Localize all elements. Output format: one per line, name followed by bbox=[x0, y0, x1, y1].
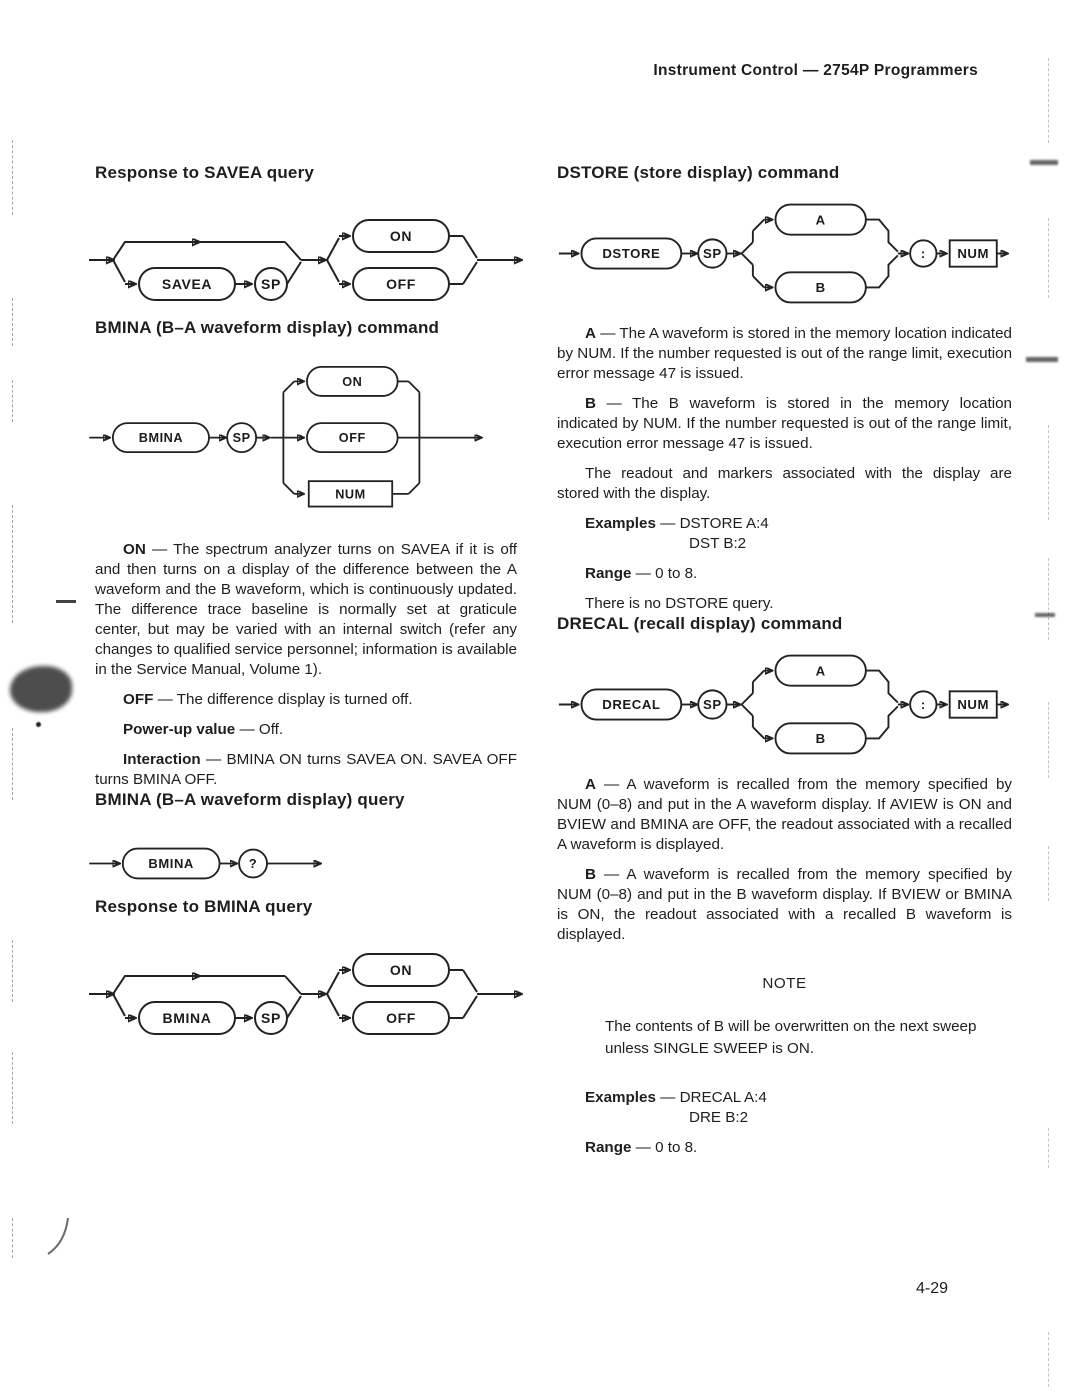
para-text: — Off. bbox=[239, 721, 284, 738]
scan-artifact bbox=[1030, 160, 1058, 165]
para-lead: B bbox=[585, 395, 596, 412]
scan-artifact bbox=[1048, 558, 1049, 640]
paragraph-on bbox=[95, 540, 517, 680]
heading-bmina-command: BMINA (B–A waveform display) command bbox=[95, 318, 440, 337]
node-label-drecal: DRECAL bbox=[602, 697, 661, 713]
para-lead: Range bbox=[585, 565, 632, 582]
heading-drecal-command: DRECAL (recall display) command bbox=[557, 614, 843, 633]
scan-artifact bbox=[36, 722, 41, 727]
scan-artifact bbox=[12, 940, 13, 1002]
para-text: — 0 to 8. bbox=[635, 565, 698, 582]
note-heading: NOTE bbox=[762, 975, 807, 992]
para-text: — The B waveform is stored in the memory location indicated by NUM. If the number requested is out of the range limit, execution error message 47 is issued. bbox=[557, 395, 1012, 452]
node-label-sp: SP bbox=[703, 246, 722, 262]
heading-savea-response: Response to SAVEA query bbox=[95, 163, 315, 182]
paragraph-dstore-b bbox=[557, 394, 1012, 454]
para-lead: OFF bbox=[123, 691, 154, 708]
railroad-diagram-savea-response bbox=[87, 208, 527, 318]
para-text: — The spectrum analyzer turns on SAVEA if it is off and then turns on a display of the difference between the A waveform and the B waveform, which is continuously updated. The difference trace baseline is normally set at graticule center, but may be varied with an internal switch (refer any changes to qualified service personnel; information is available in the Service Manual, Volume 1). bbox=[95, 541, 517, 678]
para-text: — BMINA ON turns SAVEA ON. SAVEA OFF turns BMINA OFF. bbox=[95, 751, 517, 788]
example-line-1: — DSTORE A:4 bbox=[660, 515, 769, 532]
para-lead: Power-up value bbox=[123, 721, 236, 738]
scan-artifact bbox=[12, 1052, 13, 1124]
scan-artifact bbox=[12, 140, 13, 215]
document-header: Instrument Control — 2754P Programmers bbox=[653, 62, 978, 79]
paragraph-drecal-b bbox=[557, 865, 1012, 945]
example-line-1: — DRECAL A:4 bbox=[660, 1089, 767, 1106]
node-label-a: A bbox=[815, 663, 826, 679]
para-text: — A waveform is recalled from the memory specified by NUM (0–8) and put in the B waveform display. If BVIEW or BMINA is ON, the readout associated with a recalled B waveform is displayed. bbox=[557, 866, 1012, 943]
para-lead: A bbox=[585, 325, 596, 342]
node-label-sp: SP bbox=[703, 697, 722, 713]
scan-artifact bbox=[12, 1218, 13, 1258]
node-label-off: OFF bbox=[338, 431, 366, 446]
scan-artifact bbox=[56, 600, 76, 603]
node-label-a: A bbox=[815, 212, 826, 228]
paragraph-drecal-range bbox=[557, 1138, 1012, 1158]
railroad-diagram-bmina-command bbox=[87, 356, 487, 512]
para-text: — A waveform is recalled from the memory specified by NUM (0–8) and put in the A waveform display. If AVIEW is ON and BVIEW and BMINA are OFF, the readout associated with a recalled A waveform is displayed. bbox=[557, 776, 1012, 853]
heading-dstore-command: DSTORE (store display) command bbox=[557, 163, 840, 182]
node-label-bmina: BMINA bbox=[162, 1010, 212, 1026]
paragraph-dstore-examples bbox=[557, 514, 1012, 554]
railroad-diagram-bmina-query bbox=[87, 830, 367, 897]
scan-artifact bbox=[12, 298, 13, 346]
page-number: 4-29 bbox=[916, 1280, 949, 1297]
scan-artifact bbox=[1035, 613, 1055, 617]
node-label-question: ? bbox=[248, 856, 258, 872]
para-lead: Interaction bbox=[123, 751, 201, 768]
scan-artifact bbox=[1048, 218, 1049, 298]
scan-artifact bbox=[12, 380, 13, 422]
railroad-diagram-bmina-response bbox=[87, 942, 527, 1052]
scan-artifact bbox=[1048, 58, 1049, 143]
node-label-b: B bbox=[815, 280, 826, 296]
ink-stamp-artifact bbox=[10, 666, 72, 712]
node-label-sp: SP bbox=[261, 276, 281, 292]
right-column bbox=[557, 163, 1012, 1158]
node-label-bmina: BMINA bbox=[148, 856, 194, 872]
scan-artifact bbox=[1048, 702, 1049, 778]
railroad-diagram-dstore bbox=[557, 195, 1009, 312]
paragraph-dstore-noquery: There is no DSTORE query. bbox=[585, 595, 774, 612]
node-label-off: OFF bbox=[386, 276, 416, 292]
paragraph-dstore-readout: The readout and markers associated with the display are stored with the display. bbox=[557, 465, 1012, 502]
node-label-num: NUM bbox=[957, 246, 990, 262]
example-line-2: DST B:2 bbox=[689, 535, 747, 552]
node-label-bmina: BMINA bbox=[138, 431, 184, 446]
heading-bmina-query: BMINA (B–A waveform display) query bbox=[95, 790, 405, 809]
paragraph-powerup bbox=[95, 720, 517, 740]
paragraph-dstore-a bbox=[557, 324, 1012, 384]
note-text: The contents of B will be overwritten on the next sweep unless SINGLE SWEEP is ON. bbox=[605, 1018, 977, 1057]
node-label-on: ON bbox=[342, 374, 363, 389]
node-label-savea: SAVEA bbox=[161, 276, 213, 292]
node-label-on: ON bbox=[389, 228, 413, 244]
scan-artifact bbox=[1048, 425, 1049, 520]
heading-bmina-response: Response to BMINA query bbox=[95, 897, 313, 916]
paragraph-drecal-examples bbox=[557, 1088, 1012, 1128]
node-label-sp: SP bbox=[261, 1010, 281, 1026]
para-text: — 0 to 8. bbox=[635, 1139, 698, 1156]
para-text: — The difference display is turned off. bbox=[157, 691, 413, 708]
scan-artifact bbox=[1048, 1128, 1049, 1168]
para-lead: A bbox=[585, 776, 596, 793]
node-label-on: ON bbox=[389, 962, 413, 978]
scan-artifact bbox=[12, 505, 13, 623]
node-label-num: NUM bbox=[335, 487, 366, 502]
scan-artifact bbox=[1048, 846, 1049, 901]
scan-artifact bbox=[1026, 357, 1058, 362]
para-text: — The A waveform is stored in the memory location indicated by NUM. If the number requested is out of the range limit, execution error message 47 is issued. bbox=[557, 325, 1013, 382]
railroad-diagram-drecal bbox=[557, 646, 1009, 763]
node-label-off: OFF bbox=[386, 1010, 416, 1026]
node-label-colon: : bbox=[920, 697, 926, 713]
para-lead: Examples bbox=[585, 1089, 656, 1106]
paragraph-drecal-a bbox=[557, 775, 1012, 855]
para-lead: Range bbox=[585, 1139, 632, 1156]
node-label-b: B bbox=[815, 731, 826, 747]
node-label-dstore: DSTORE bbox=[602, 246, 661, 262]
example-line-2: DRE B:2 bbox=[689, 1109, 749, 1126]
scan-artifact bbox=[46, 1216, 72, 1258]
scan-artifact bbox=[12, 728, 13, 800]
scan-artifact bbox=[1048, 1332, 1049, 1387]
left-column bbox=[95, 163, 517, 1052]
paragraph-interaction bbox=[95, 750, 517, 790]
node-label-sp: SP bbox=[232, 431, 251, 446]
para-lead: ON bbox=[123, 541, 146, 558]
para-lead: Examples bbox=[585, 515, 656, 532]
para-lead: B bbox=[585, 866, 596, 883]
paragraph-off bbox=[95, 690, 517, 710]
node-label-num: NUM bbox=[957, 697, 990, 713]
paragraph-dstore-range bbox=[557, 564, 1012, 584]
node-label-colon: : bbox=[920, 246, 926, 262]
